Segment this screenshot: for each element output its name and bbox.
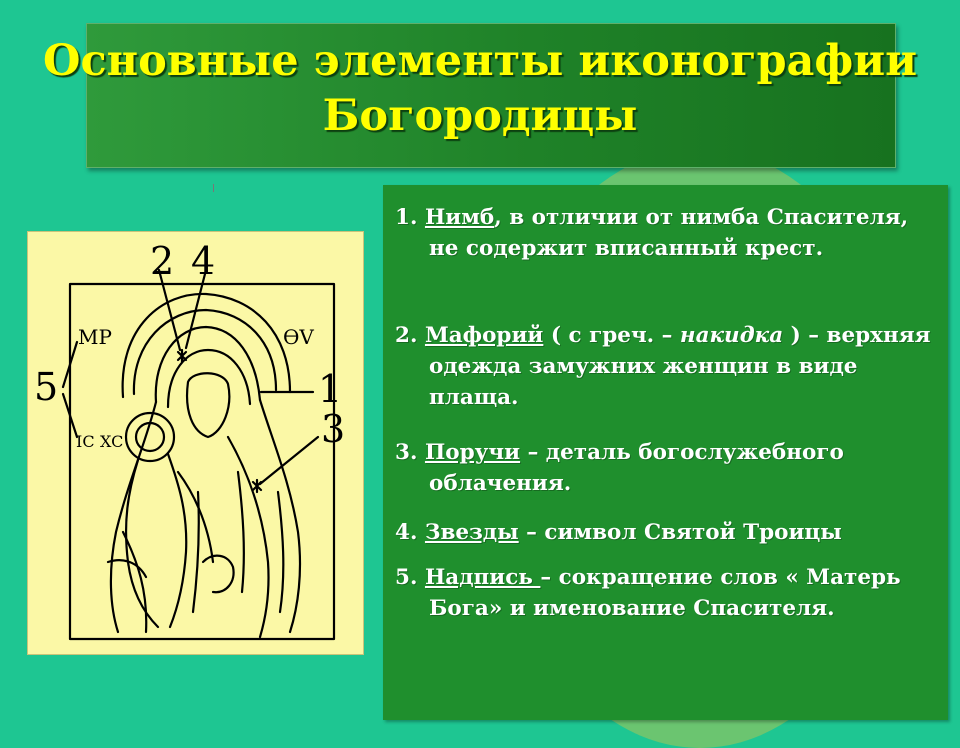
item-text: – сокращение слов « Матерь Бога» и именование Спасителя.: [429, 565, 901, 621]
item-term: Мафорий: [424, 323, 544, 348]
star-shoulder: [253, 480, 261, 492]
inscription-xc: XC: [100, 432, 124, 451]
item-number: 1.: [395, 205, 418, 230]
item-italic-text: накидка: [679, 323, 784, 348]
item-term: Поручи: [424, 440, 521, 465]
annotation-4: 4: [191, 239, 216, 283]
item-text: – символ Святой Троицы: [518, 520, 842, 545]
description-panel: [383, 185, 948, 720]
list-item: [395, 202, 940, 264]
item-number: 5.: [395, 565, 418, 590]
inscription-ic: IC: [76, 432, 95, 451]
annotation-2: 2: [150, 239, 175, 283]
inscription-mp: MP: [78, 325, 112, 349]
item-number: 3.: [395, 440, 418, 465]
decorative-tick: [213, 184, 214, 192]
slide-title-line-2: Богородицы: [322, 91, 638, 141]
list-item: [395, 320, 940, 413]
list-item: [395, 517, 940, 548]
slide-title-line-1: Основные элементы иконографии: [43, 36, 917, 86]
item-text: – деталь богослужебного облачения.: [429, 440, 844, 496]
item-term: Звезды: [424, 520, 519, 545]
list-item: [395, 562, 940, 624]
item-number: 2.: [395, 323, 418, 348]
item-number: 4.: [395, 520, 418, 545]
list-item: [395, 437, 940, 499]
inscription-theta: ѲV: [283, 325, 314, 349]
item-text: ( с греч. –: [543, 323, 680, 348]
item-text: ) – верхняя одежда замужних женщин в виде плаща.: [429, 323, 931, 410]
item-text: , в отличии от нимба Спасителя, не содержит вписанный крест.: [429, 205, 909, 261]
item-term: Нимб: [424, 205, 495, 230]
icon-line-drawing: [28, 232, 365, 656]
icon-figure-panel: [27, 231, 364, 655]
item-term: Надпись: [424, 565, 541, 590]
annotation-5: 5: [34, 365, 59, 409]
annotation-3: 3: [321, 407, 346, 451]
star-forehead: [178, 350, 186, 362]
annotation-1: 1: [318, 367, 343, 411]
